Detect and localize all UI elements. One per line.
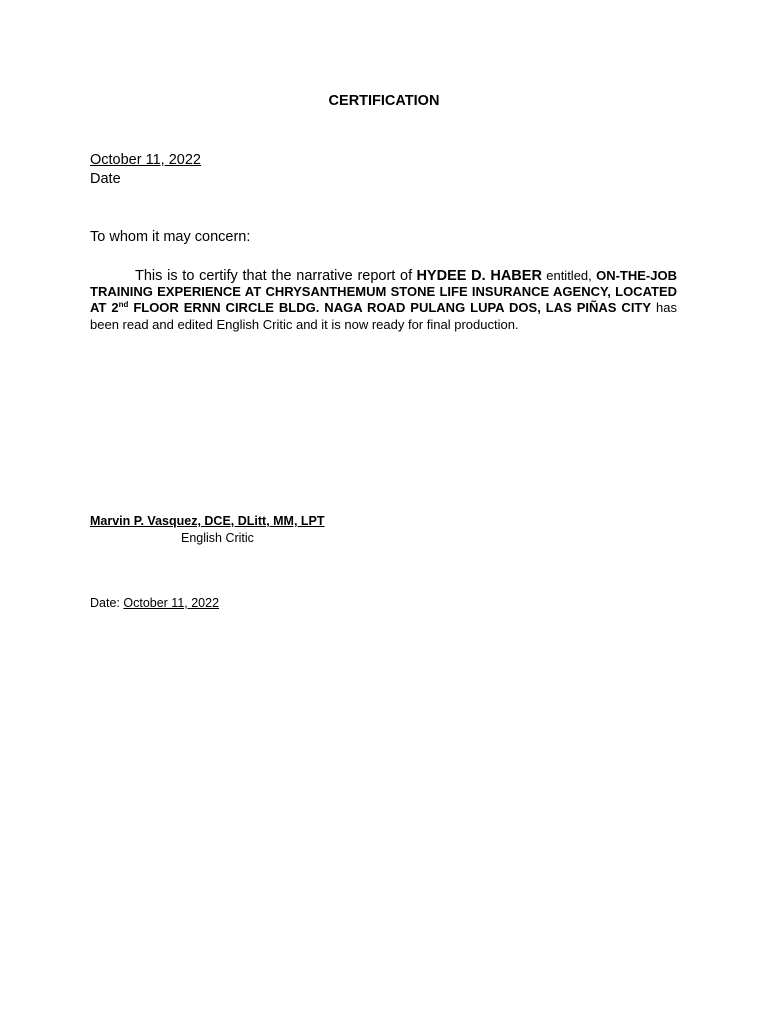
signer-role: English Critic: [181, 531, 254, 545]
certification-body: [90, 268, 677, 333]
signed-date: [90, 596, 219, 610]
certification-date: October 11, 2022: [90, 152, 201, 168]
student-name: HYDEE D. HABER: [416, 268, 542, 284]
report-title-part2: FLOOR ERNN CIRCLE BLDG. NAGA ROAD PULANG LUPA DOS, LAS PIÑAS CITY: [133, 300, 652, 316]
signed-date-value: October 11, 2022: [123, 596, 220, 610]
report-title-part1: ON-THE-JOB TRAINING EXPERIENCE AT CHRYSANTHEMUM STONE LIFE INSURANCE AGENCY, LOCATED AT 2: [90, 268, 677, 316]
date-label: Date: [90, 171, 121, 187]
document-title: CERTIFICATION: [328, 93, 440, 109]
signer-name: Marvin P. Vasquez, DCE, DLitt, MM, LPT: [90, 514, 325, 528]
entitled-word: entitled,: [546, 268, 592, 283]
body-closing: has been read and edited English Critic and it is now ready for final production.: [90, 300, 677, 332]
body-intro: This is to certify that the narrative report of: [135, 268, 413, 284]
signed-date-label: Date:: [90, 596, 120, 610]
salutation: To whom it may concern:: [90, 229, 251, 245]
ordinal-suffix: nd: [118, 300, 129, 310]
